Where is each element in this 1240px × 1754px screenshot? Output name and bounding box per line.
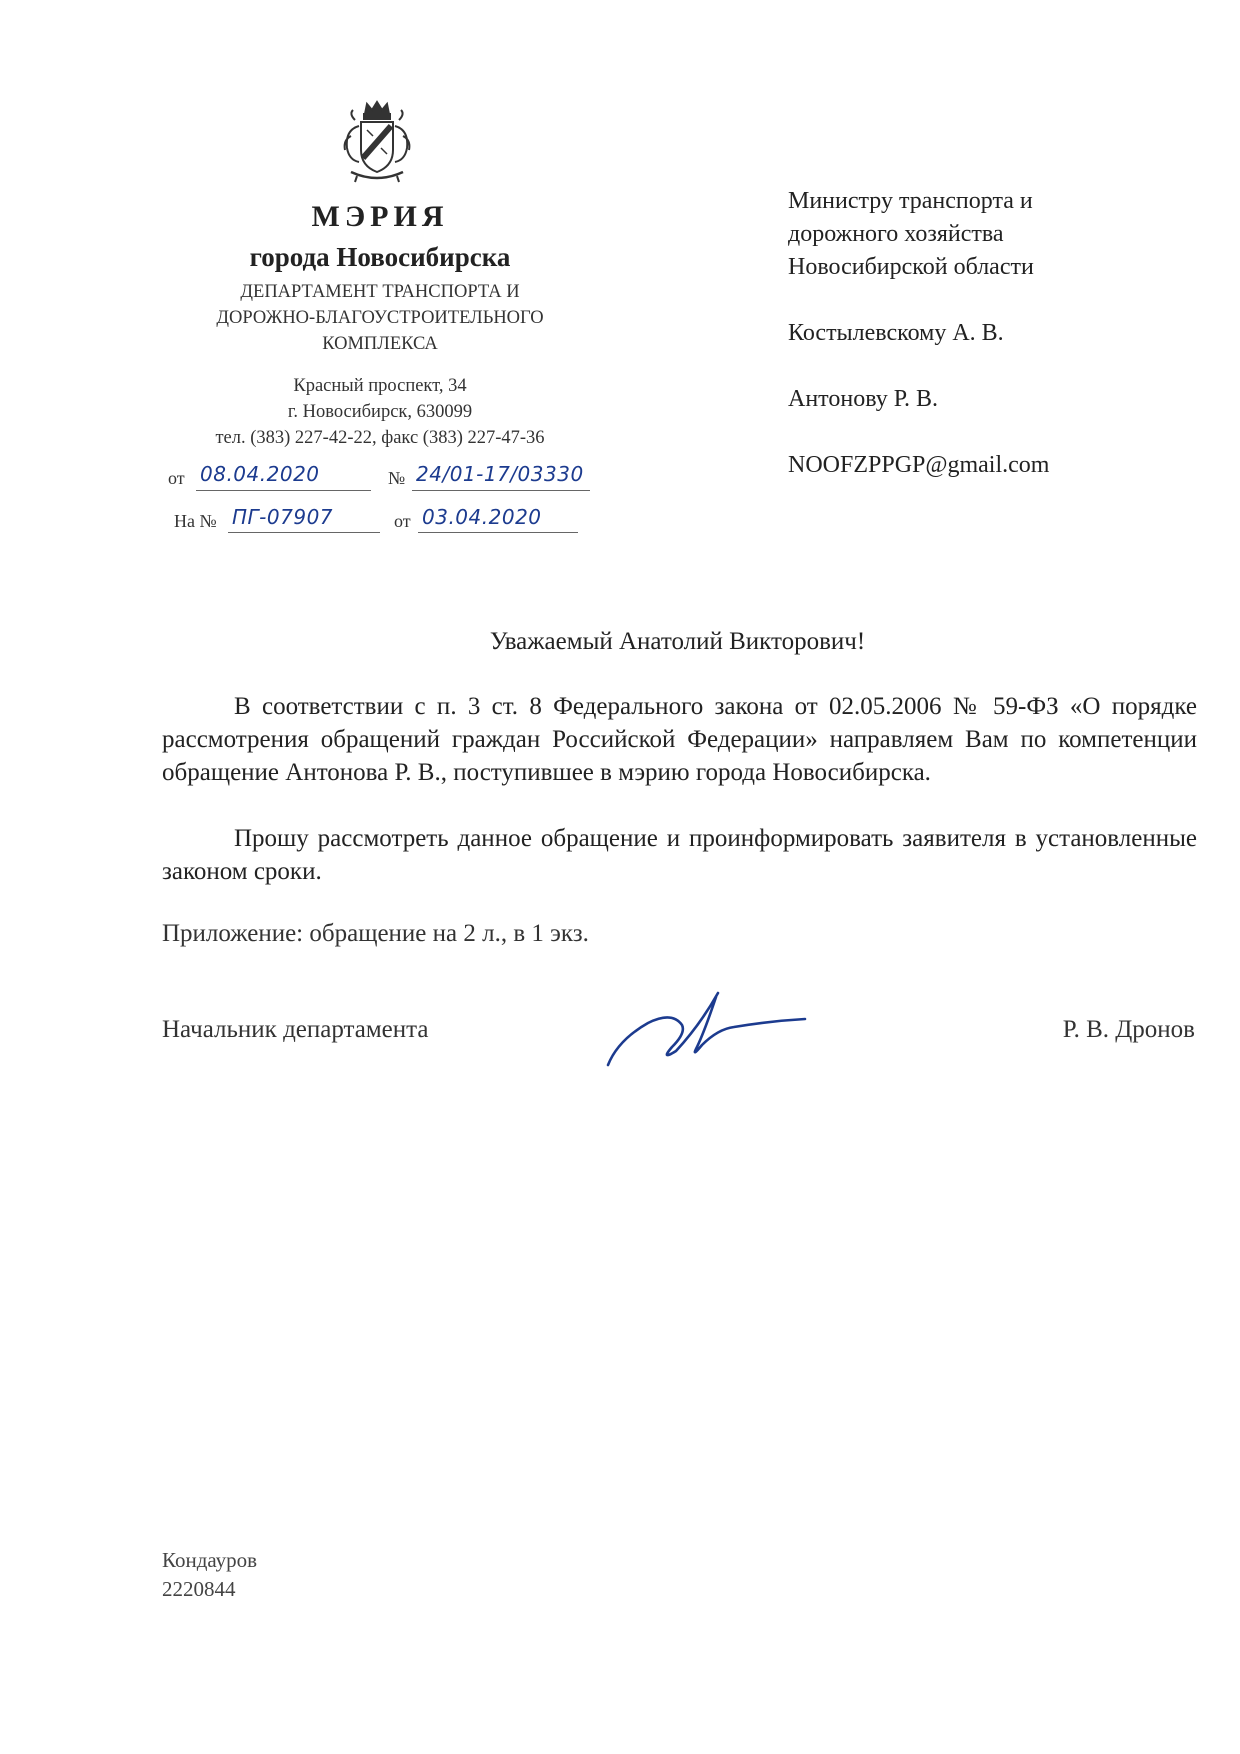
city-title: МЭРИЯ — [311, 200, 449, 233]
address-line: г. Новосибирск, 630099 — [287, 402, 473, 422]
addressee-line: Новосибирской области — [788, 254, 1034, 280]
reply-from-label: от — [394, 511, 411, 531]
salutation: Уважаемый Анатолий Викторович! — [489, 628, 866, 655]
signatory-role: Начальник департамента — [162, 1016, 429, 1043]
underline — [228, 532, 380, 533]
city-subtitle: города Новосибирска — [249, 242, 511, 272]
reply-number: ПГ-07907 — [232, 505, 334, 529]
attachment-note: Приложение: обращение на 2 л., в 1 экз. — [162, 920, 589, 947]
signatory-name: Р. В. Дронов — [1062, 1016, 1195, 1043]
department-line: КОМПЛЕКСА — [322, 334, 438, 354]
coat-of-arms-icon — [337, 100, 417, 186]
address-line: тел. (383) 227-42-22, факс (383) 227-47-36 — [215, 428, 545, 448]
executor-info — [162, 1546, 257, 1604]
department-name — [160, 279, 600, 357]
addressee-block — [788, 185, 1049, 482]
underline — [412, 490, 590, 491]
addressee-line: дорожного хозяйства — [788, 221, 1004, 247]
reply-date: 03.04.2020 — [422, 505, 542, 529]
reply-label: На № — [174, 511, 217, 531]
handwritten-signature — [600, 985, 810, 1080]
from-label: от — [168, 468, 185, 488]
outgoing-date: 08.04.2020 — [200, 462, 320, 486]
underline — [418, 532, 578, 533]
department-line: ДЕПАРТАМЕНТ ТРАНСПОРТА И — [240, 282, 520, 302]
department-address — [160, 373, 600, 451]
underline — [196, 490, 371, 491]
body-paragraph: В соответствии с п. 3 ст. 8 Федерального закона от 02.05.2006 № 59-ФЗ «О порядке рассмотрения обращений граждан Российской Федерации» направляем Вам по компетенции обращение Антонова Р. В., поступившее в мэрию города Новосибирска. — [162, 693, 1197, 786]
number-label: № — [388, 468, 406, 488]
copy-recipient-name: Антонову Р. В. — [788, 386, 939, 412]
address-line: Красный проспект, 34 — [293, 376, 467, 396]
executor-phone: 2220844 — [162, 1577, 236, 1601]
department-line: ДОРОЖНО-БЛАГОУСТРОИТЕЛЬНОГО — [216, 308, 544, 328]
recipient-name: Костылевскому А. В. — [788, 320, 1004, 346]
recipient-email: NOOFZPPGP@gmail.com — [788, 452, 1050, 478]
addressee-line: Министру транспорта и — [788, 188, 1033, 214]
outgoing-number: 24/01-17/03330 — [416, 462, 584, 486]
executor-name: Кондауров — [162, 1548, 258, 1572]
body-paragraph: Прошу рассмотреть данное обращение и проинформировать заявителя в установленные законом сроки. — [162, 825, 1197, 885]
